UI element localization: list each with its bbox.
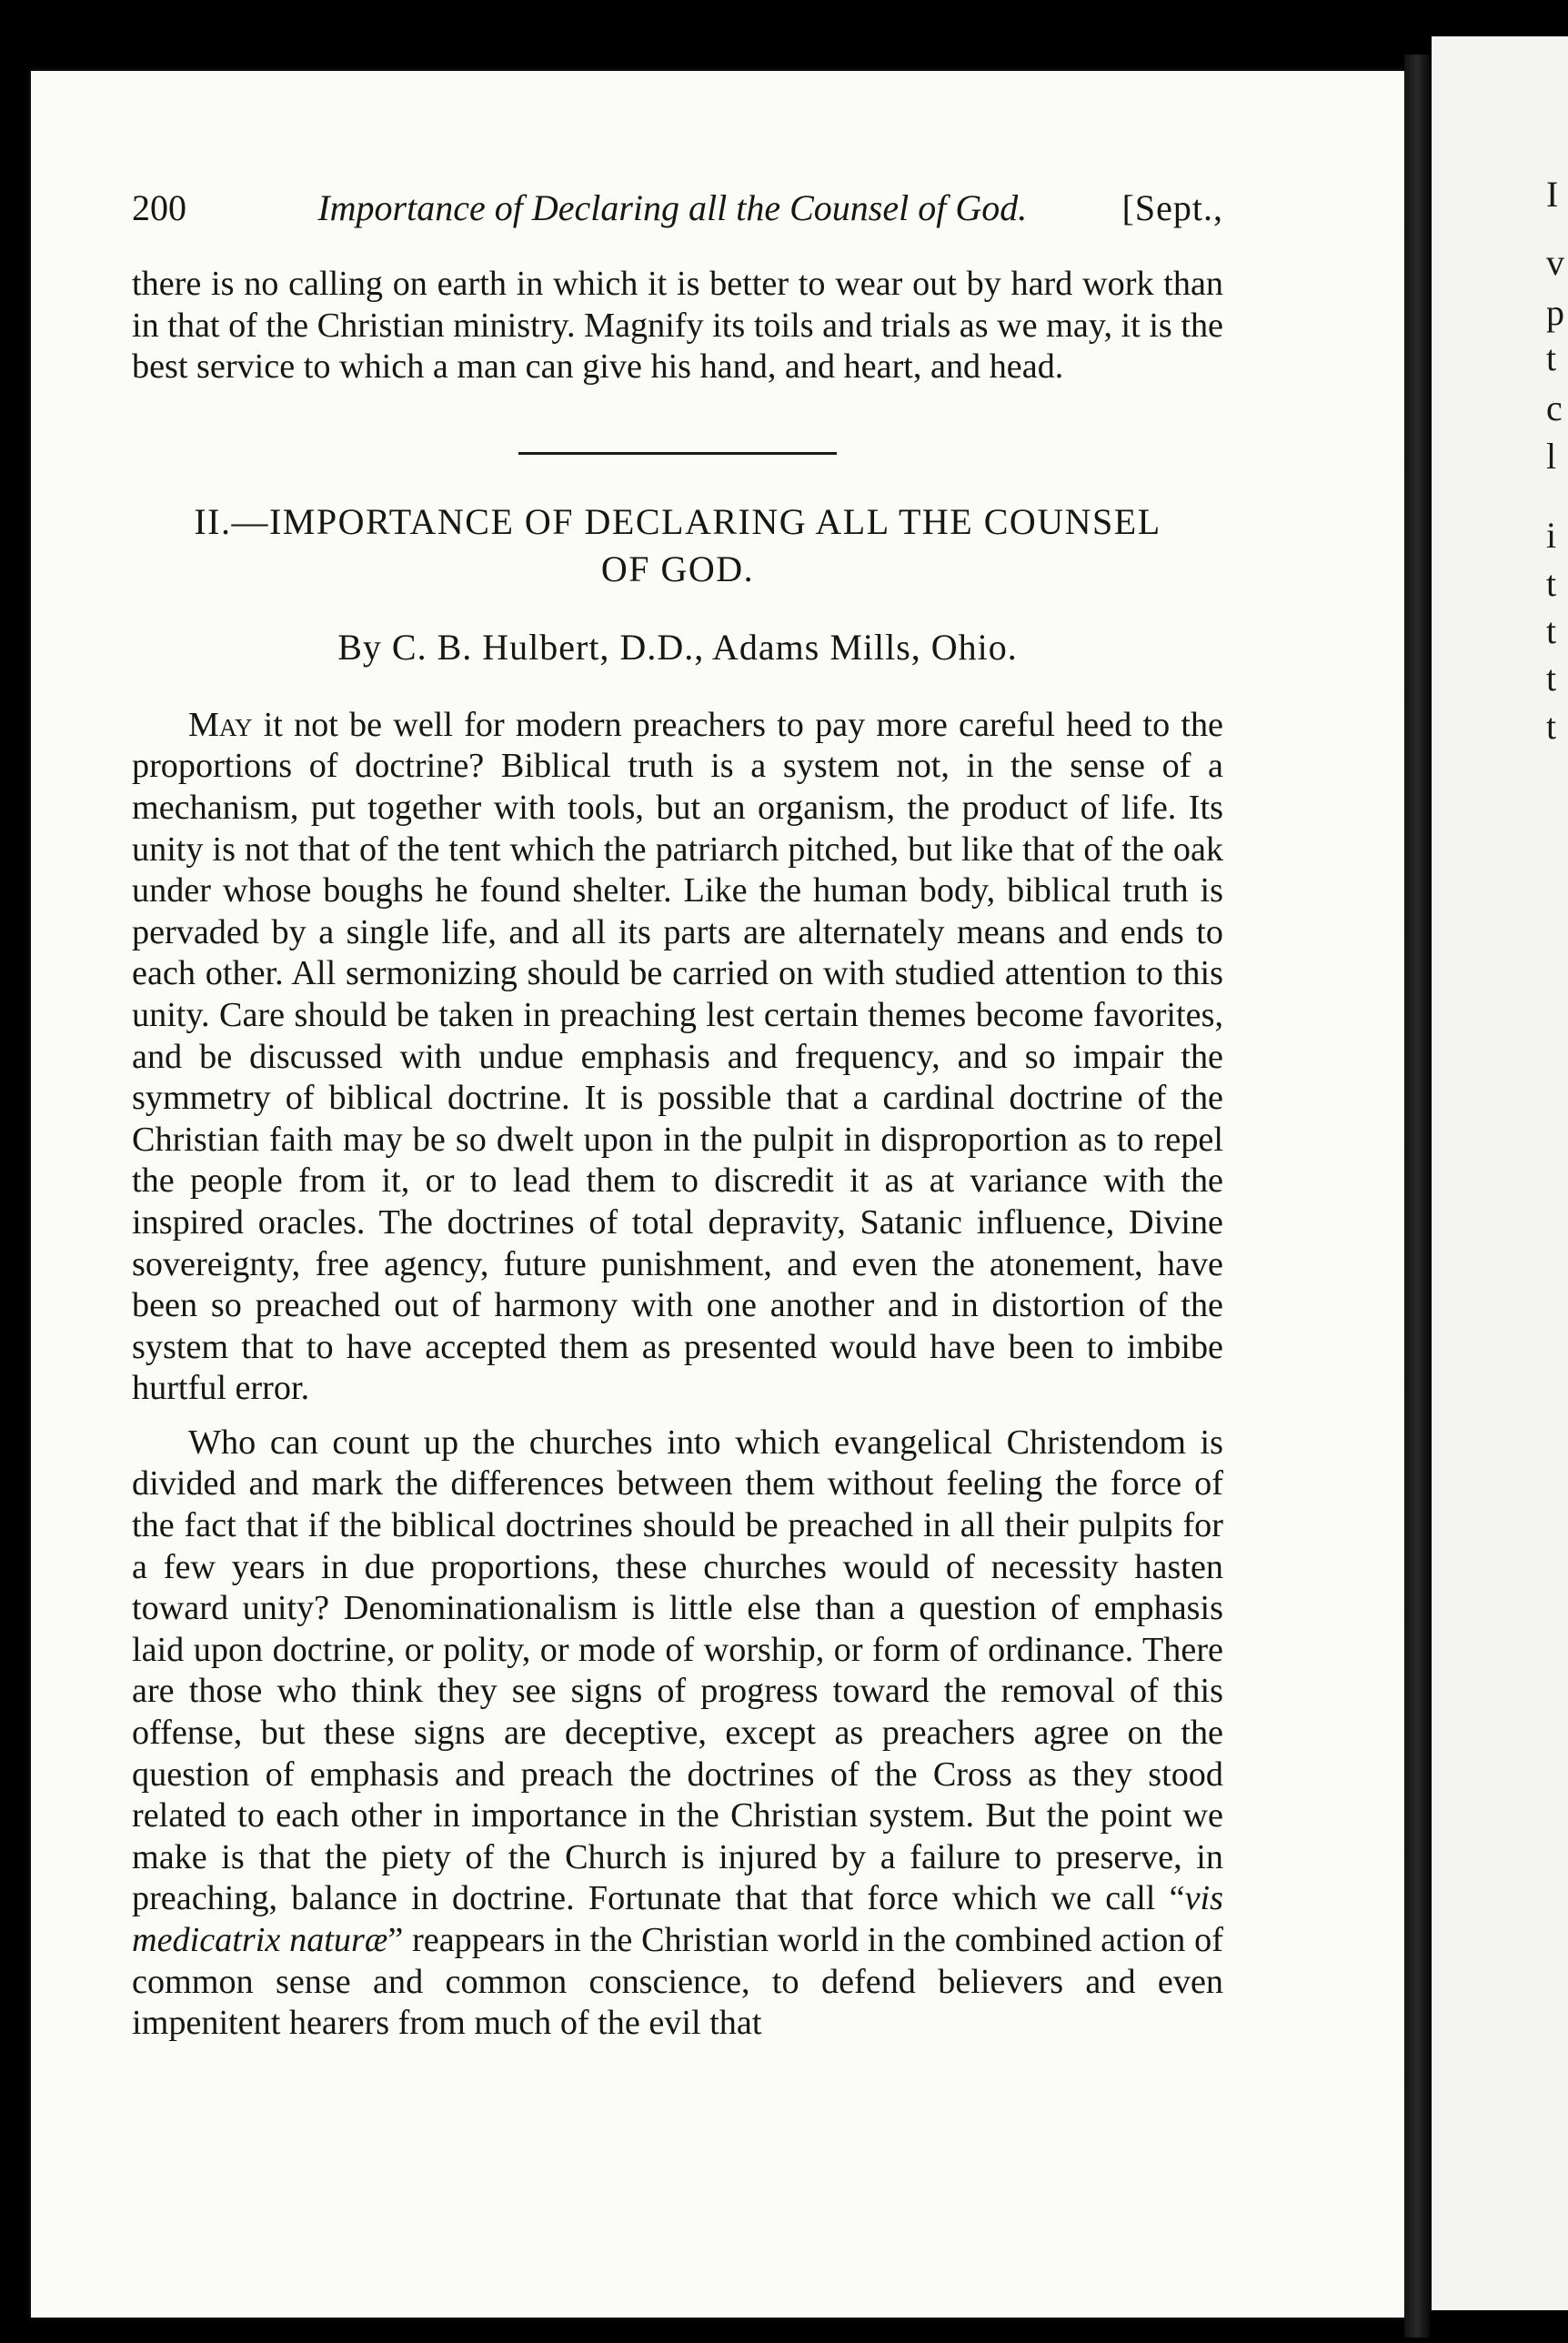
- page-content: [132, 186, 1223, 2045]
- lead-word: May: [188, 705, 253, 744]
- facing-fragment: v: [1546, 242, 1564, 283]
- facing-fragment: l: [1546, 436, 1557, 477]
- facing-fragment: p: [1546, 292, 1564, 333]
- latin-phrase: vis medicatrix naturæ: [132, 1879, 1223, 1959]
- article-heading-line1: II.—IMPORTANCE OF DECLARING ALL THE COUNSEL: [194, 500, 1161, 542]
- running-title: Importance of Declaring all the Counsel of God.: [317, 187, 1028, 228]
- paragraph-text: Who can count up the churches into which evangelical Christendom is divided and mark the differences between them without feeling the force of the fact that if the biblical doctrines should be preached in all their pulpits for a few years in due proportions, these churches would of necessity hasten toward unity? Denominationalism is little else than a question of emphasis laid upon doctrine, or polity, or mode of worship, or form of ordinance. There are those who think they see signs of progress toward the removal of this offense, but these signs are deceptive, except as preachers agree on the question of emphasis and preach the doctrines of the Cross as they stood related to each other in importance in the Christian system. But the point we make is that the piety of the Church is injured by a failure to preserve, in preaching, balance in doctrine. Fortunate that that force which we call “: [132, 1423, 1223, 1918]
- book-gutter: [1404, 55, 1430, 2338]
- body-paragraph: [132, 705, 1223, 1410]
- paragraph-text: it not be well for modern preachers to pay more careful heed to the proportions of doctrine? Biblical truth is a system not, in the sense of a mechanism, put together with tools, but an organism, the product of life. Its unity is not that of the tent which the patriarch pitched, but like that of the oak under whose boughs he found shelter. Like the human body, biblical truth is pervaded by a single life, and all its parts are alternately means and ends to each other. All sermonizing should be carried on with studied attention to this unity. Care should be taken in preaching lest certain themes become favorites, and be discussed with undue emphasis and frequency, and so impair the symmetry of biblical doctrine. It is possible that a cardinal doctrine of the Christian faith may be so dwelt upon in the pulpit in disproportion as to repel the people from it, or to lead them to discredit it as at variance with the inspired oracles. The doctrines of total depravity, Satanic influence, Divine sovereignty, free agency, future punishment, and even the atonement, have been so preached out of harmony with one another and in distortion of the system that to have accepted them as presented would have been to imbibe hurtful error.: [132, 705, 1224, 1408]
- facing-fragment: t: [1546, 658, 1557, 699]
- body-paragraph: [132, 1423, 1223, 2045]
- issue-label: [Sept.,: [1121, 187, 1223, 228]
- paragraph-text: ” reappears in the Christian world in the combined action of common sense and common conscience, to defend believers and even impenitent hearers from much of the evil that: [132, 1921, 1223, 2043]
- article-heading-line2: OF GOD.: [600, 548, 755, 589]
- byline: By C. B. Hulbert, D.D., Adams Mills, Ohio.: [337, 626, 1018, 668]
- facing-fragment: t: [1546, 706, 1557, 747]
- facing-fragment: t: [1546, 563, 1557, 604]
- facing-fragment: I: [1546, 174, 1559, 215]
- section-divider: [518, 452, 837, 455]
- facing-page-edge: [1432, 36, 1568, 2310]
- article-heading: [132, 498, 1223, 593]
- facing-fragment: i: [1546, 515, 1557, 556]
- page-number: 200: [132, 187, 186, 228]
- facing-fragment: t: [1546, 337, 1557, 378]
- running-head: [132, 186, 1223, 229]
- facing-fragment: t: [1546, 610, 1557, 651]
- facing-fragment: c: [1546, 387, 1563, 428]
- carryover-paragraph: there is no calling on earth in which it is better to wear out by hard work than in that of the Christian ministry. Magnify its toils and trials as we may, it is the best service to which a man can give his hand, and heart, and head.: [132, 265, 1223, 387]
